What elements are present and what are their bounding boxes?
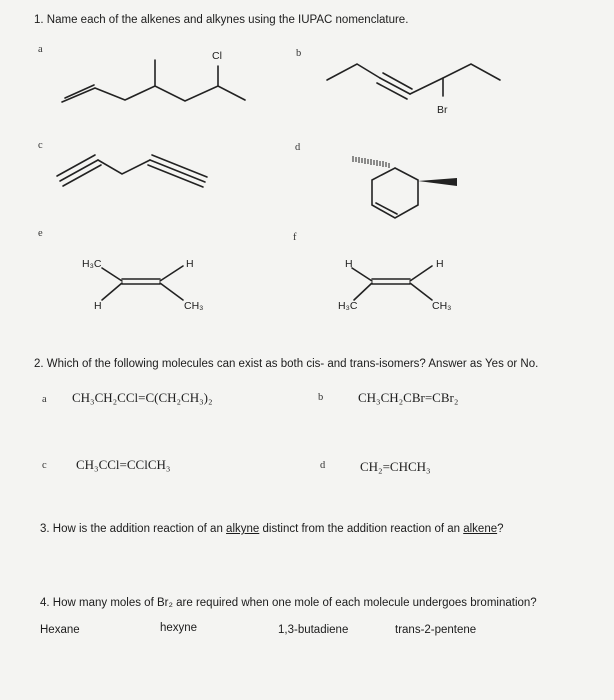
structure-b [327, 64, 500, 99]
q2-label-b: b [318, 392, 324, 403]
structure-f [352, 266, 432, 300]
part-label-e: e [38, 228, 43, 239]
underlined-alkene: alkene [463, 523, 498, 535]
q2-label-c: c [42, 460, 47, 471]
question-text: Which of the following molecules can exist as both cis- and trans-isomers? Answer as Yes or No. [46, 358, 539, 370]
molecule-hexane: Hexane [40, 624, 80, 636]
atom-h3c-f: H₃C [338, 300, 358, 312]
q2-formula-c: CH₃CCl=CClCH₃ [76, 457, 171, 472]
question-number: 3. [40, 523, 50, 535]
q2-formula-b: CH₃CH₂CBr=CBr₂ [358, 390, 459, 405]
q2-formula-a: CH₃CH₂CCl=C(CH₂CH₃)₂ [72, 390, 213, 405]
atom-h-f-top: H [345, 258, 353, 270]
question-2 [34, 358, 538, 370]
part-label-d: d [295, 142, 301, 153]
part-label-b: b [296, 48, 302, 59]
atom-h-f-right: H [436, 258, 444, 270]
q2-label-a: a [42, 394, 47, 405]
molecule-trans-2-pentene: trans-2-pentene [395, 624, 477, 636]
atom-h3c-e: H₃C [82, 258, 102, 270]
question-text: How many moles of Br₂ are required when one mole of each molecule undergoes bromination? [52, 597, 537, 609]
atom-ch3-e: CH₃ [184, 300, 204, 312]
structure-a [62, 60, 245, 102]
question-number: 1. [34, 14, 44, 26]
atom-ch3-f: CH₃ [432, 300, 452, 312]
molecule-butadiene: 1,3-butadiene [278, 624, 349, 636]
atom-br: Br [437, 104, 448, 116]
q2-label-d: d [320, 460, 326, 471]
part-label-c: c [38, 140, 43, 151]
wedge-bond [418, 178, 457, 186]
atom-h-e-top: H [186, 258, 194, 270]
question-number: 4. [40, 597, 50, 609]
structure-d [372, 168, 418, 218]
molecule-hexyne: hexyne [160, 622, 198, 634]
q2-formula-d: CH₂=CHCH₃ [360, 459, 431, 474]
part-label-a: a [38, 44, 43, 55]
atom-h-e-bottom: H [94, 300, 102, 312]
question-number: 2. [34, 358, 44, 370]
atom-cl: Cl [212, 50, 222, 62]
question-3: 3. How is the addition reaction of an alkyne distinct from the addition reaction of an alkene? [40, 523, 504, 535]
underlined-alkyne: alkyne [226, 523, 260, 535]
structure-c [57, 155, 207, 187]
structure-e [102, 266, 183, 300]
part-label-f: f [293, 232, 297, 243]
hashed-bond [353, 156, 389, 168]
question-text: Name each of the alkenes and alkynes using the IUPAC nomenclature. [46, 14, 409, 26]
question-4 [40, 597, 537, 609]
